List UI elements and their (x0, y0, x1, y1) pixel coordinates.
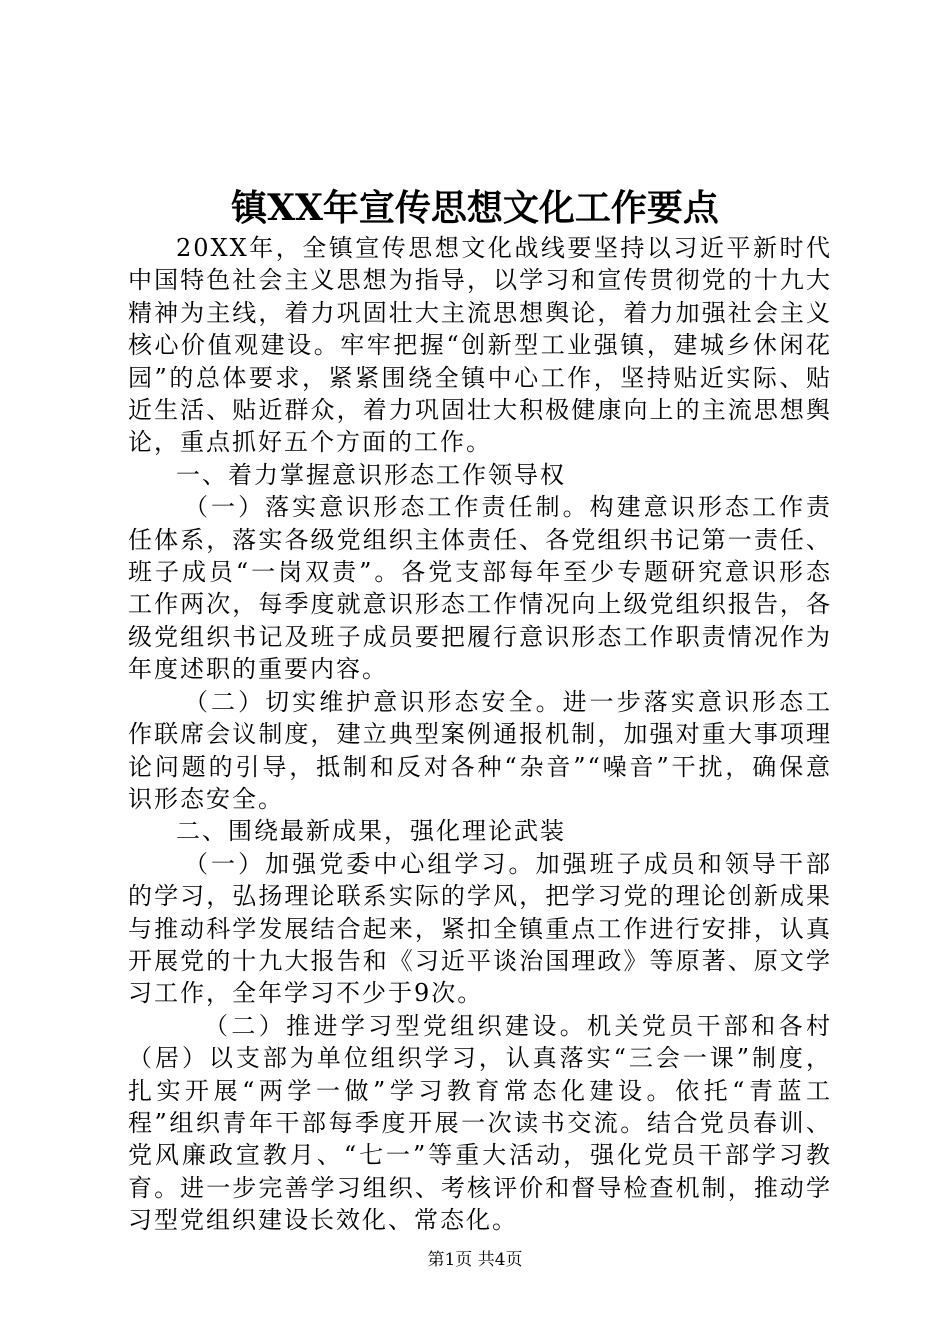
section-2-item-1: （一）加强党委中心组学习。加强班子成员和领导干部的学习，弘扬理论联系实际的学风，把学习党的理论创新成果与推动科学发展结合起来，紧扣全镇重点工作进行安排，认真开展党的十九大报告和《习近平谈治国理政》等原著、原文学习工作，全年学习不少于9次。 (128, 849, 832, 1008)
section-1-item-2: （二）切实维护意识形态安全。进一步落实意识形态工作联席会议制度，建立典型案例通报机制，加强对重大事项理论问题的引导，抵制和反对各种“杂音”“噪音”干扰，确保意识形态安全。 (128, 687, 832, 813)
page-number-footer: 第1页 共4页 (427, 1250, 523, 1270)
intro-paragraph: 20XX年，全镇宣传思想文化战线要坚持以习近平新时代中国特色社会主义思想为指导，以学习和宣传贯彻党的十九大精神为主线，着力巩固壮大主流思想舆论，着力加强社会主义核心价值观建设。牢牢把握“创新型工业强镇，建城乡休闲花园”的总体要求，紧紧围绕全镇中心工作，坚持贴近实际、贴近生活、贴近群众，着力巩固壮大积极健康向上的主流思想舆论，重点抓好五个方面的工作。 (128, 234, 832, 457)
document-title: 镇XX年宣传思想文化工作要点 (231, 187, 719, 229)
section-heading-2: 二、围绕最新成果，强化理论武装 (176, 817, 566, 846)
section-heading-1: 一、着力掌握意识形态工作领导权 (176, 460, 566, 489)
section-1-item-1: （一）落实意识形态工作责任制。构建意识形态工作责任体系，落实各级党组织主体责任、各党组织书记第一责任、班子成员“一岗双责”。各党支部每年至少专题研究意识形态工作两次，每季度就意识形态工作情况向上级党组织报告，各级党组织书记及班子成员要把履行意识形态工作职责情况作为年度述职的重要内容。 (128, 493, 832, 684)
document-body (128, 232, 832, 1237)
section-2-item-2: （二）推进学习型党组织建设。机关党员干部和各村（居）以支部为单位组织学习，认真落实“三会一课”制度，扎实开展“两学一做”学习教育常态化建设。依托“青蓝工程”组织青年干部每季度开展一次读书交流。结合党员春训、党风廉政宣教月、“七一”等重大活动，强化党员干部学习教育。进一步完善学习组织、考核评价和督导检查机制，推动学习型党组织建设长效化、常态化。 (128, 1011, 832, 1235)
